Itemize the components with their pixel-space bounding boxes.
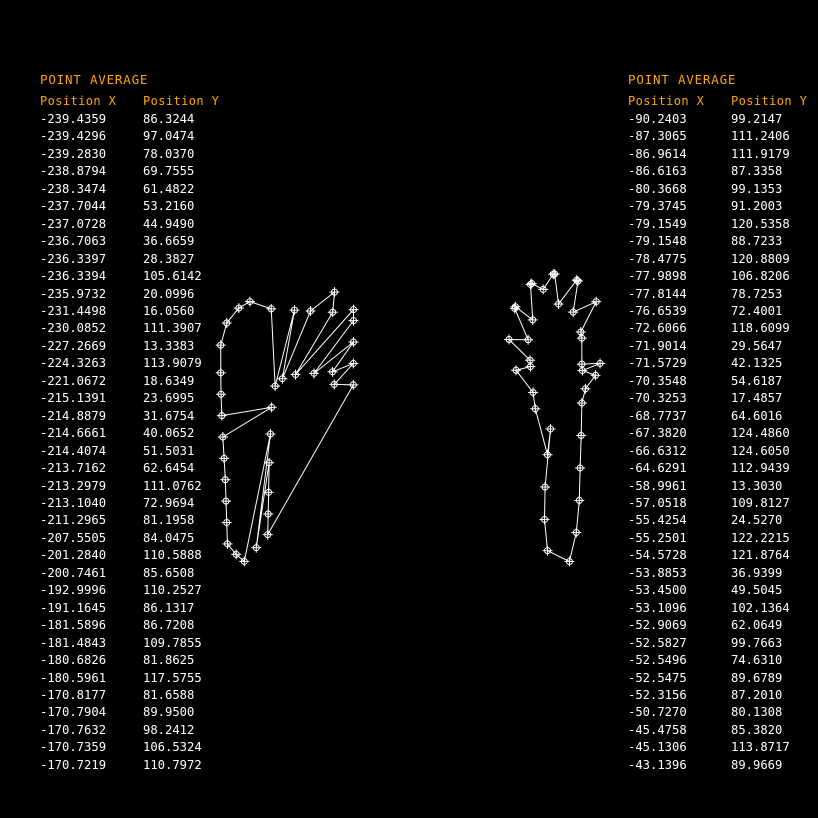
cell-position-x: -77.9898	[628, 269, 687, 284]
cell-position-x: -170.7359	[40, 740, 107, 755]
cell-position-x: -239.2830	[40, 146, 107, 161]
cell-position-x: -200.7461	[40, 565, 107, 580]
cell-position-y: 62.6454	[143, 461, 195, 476]
cell-position-y: 110.2527	[143, 583, 202, 598]
cell-position-x: -214.6661	[40, 426, 107, 441]
point-marker-icon	[595, 358, 605, 368]
cell-position-y: 36.9399	[731, 565, 783, 580]
cell-position-x: -90.2403	[628, 112, 687, 126]
cell-position-y: 86.3244	[143, 112, 195, 126]
cell-position-x: -180.5961	[40, 670, 107, 685]
cell-position-x: -236.3397	[40, 251, 107, 266]
point-marker-icon	[568, 307, 578, 317]
cell-position-y: 120.5358	[731, 216, 790, 231]
cell-position-x: -77.8144	[628, 286, 687, 301]
cell-position-x: -215.1391	[40, 391, 107, 406]
point-marker-icon	[525, 362, 535, 372]
cell-position-y: 124.6050	[731, 443, 790, 458]
table-row	[628, 146, 818, 163]
cell-position-y: 87.3358	[731, 164, 783, 179]
cell-position-y: 88.7233	[731, 234, 783, 249]
table-row	[628, 181, 818, 198]
cell-position-y: 16.0560	[143, 303, 195, 318]
table-row	[40, 111, 243, 128]
point-marker-icon	[219, 453, 229, 463]
table-row	[628, 582, 818, 599]
cell-position-y: 99.2147	[731, 112, 783, 126]
cell-position-x: -71.5729	[628, 356, 687, 371]
cell-position-y: 80.1308	[731, 705, 783, 720]
point-marker-icon	[216, 389, 226, 399]
scatter-plot	[200, 250, 620, 580]
cell-position-y: 13.3030	[731, 478, 783, 493]
cell-position-x: -72.6066	[628, 321, 687, 336]
cell-position-x: -236.7063	[40, 234, 107, 249]
point-marker-icon	[216, 340, 226, 350]
cell-position-x: -86.6163	[628, 164, 687, 179]
table-row	[628, 739, 818, 756]
table-row	[40, 670, 243, 687]
cell-position-x: -170.7219	[40, 757, 107, 772]
point-marker-icon	[528, 387, 538, 397]
table-row	[628, 530, 818, 547]
table-row	[40, 704, 243, 721]
cell-position-x: -76.6539	[628, 303, 687, 318]
cell-position-y: 17.4857	[731, 391, 783, 406]
cell-position-x: -55.2501	[628, 530, 687, 545]
table-row	[628, 355, 818, 372]
cell-position-y: 102.1364	[731, 600, 790, 615]
table-row	[40, 617, 243, 634]
point-marker-icon	[270, 381, 280, 391]
cell-position-y: 69.7555	[143, 164, 195, 179]
point-marker-icon	[221, 496, 231, 506]
cell-position-y: 99.7663	[731, 635, 783, 650]
point-marker-icon	[591, 370, 601, 380]
table-row	[628, 163, 818, 180]
right-column-header-y: Position Y	[731, 94, 808, 108]
cell-position-x: -50.7270	[628, 705, 687, 720]
cell-position-y: 85.3820	[731, 722, 783, 737]
cell-position-y: 78.7253	[731, 286, 783, 301]
cell-position-y: 109.8127	[731, 495, 790, 510]
cell-position-y: 49.5045	[731, 583, 783, 598]
cell-position-y: 18.6349	[143, 373, 195, 388]
cell-position-x: -57.0518	[628, 495, 687, 510]
cell-position-x: -230.0852	[40, 321, 107, 336]
cell-position-x: -52.3156	[628, 687, 687, 702]
cell-position-y: 106.8206	[731, 269, 790, 284]
table-row	[628, 635, 818, 652]
point-marker-icon	[546, 424, 556, 434]
cell-position-x: -170.7904	[40, 705, 107, 720]
cell-position-x: -238.8794	[40, 164, 107, 179]
table-row	[628, 233, 818, 250]
table-row	[628, 390, 818, 407]
cell-position-y: 81.6588	[143, 687, 195, 702]
point-marker-icon	[263, 509, 273, 519]
cell-position-x: -80.3668	[628, 181, 687, 196]
table-row	[40, 146, 243, 163]
cell-position-x: -192.9996	[40, 583, 107, 598]
table-row	[628, 687, 818, 704]
cell-position-x: -53.8853	[628, 565, 687, 580]
cell-position-x: -237.7044	[40, 199, 107, 214]
cell-position-y: 84.0475	[143, 530, 195, 545]
cell-position-x: -213.1040	[40, 495, 107, 510]
table-row	[628, 512, 818, 529]
table-row	[628, 373, 818, 390]
point-marker-icon	[530, 404, 540, 414]
cell-position-x: -45.4758	[628, 722, 687, 737]
cell-position-y: 53.2160	[143, 199, 195, 214]
cell-position-y: 61.4822	[143, 181, 195, 196]
table-row	[40, 216, 243, 233]
cell-position-x: -211.2965	[40, 513, 107, 528]
cell-position-y: 86.1317	[143, 600, 195, 615]
point-marker-icon	[218, 432, 228, 442]
point-marker-icon	[576, 431, 586, 441]
cell-position-x: -86.9614	[628, 146, 687, 161]
point-marker-icon	[539, 514, 549, 524]
point-marker-icon	[265, 429, 275, 439]
point-marker-icon	[348, 380, 358, 390]
table-row	[40, 582, 243, 599]
point-marker-icon	[564, 556, 574, 566]
table-row	[628, 425, 818, 442]
cell-position-x: -214.4074	[40, 443, 107, 458]
cell-position-y: 20.0996	[143, 286, 195, 301]
cell-position-x: -67.3820	[628, 426, 687, 441]
table-row	[628, 704, 818, 721]
point-marker-icon	[542, 450, 552, 460]
table-row	[628, 547, 818, 564]
cell-position-y: 121.8764	[731, 548, 790, 563]
series-left-shape	[216, 287, 359, 566]
cell-position-x: -237.0728	[40, 216, 107, 231]
cell-position-y: 110.7972	[143, 757, 202, 772]
cell-position-x: -70.3548	[628, 373, 687, 388]
point-marker-icon	[574, 495, 584, 505]
cell-position-y: 13.3383	[143, 338, 195, 353]
table-row	[628, 722, 818, 739]
table-row	[40, 722, 243, 739]
point-marker-icon	[348, 337, 358, 347]
cell-position-y: 31.6754	[143, 408, 195, 423]
cell-position-x: -43.1396	[628, 757, 687, 772]
table-row	[628, 495, 818, 512]
table-row	[628, 216, 818, 233]
point-marker-icon	[220, 475, 230, 485]
table-row	[40, 600, 243, 617]
table-row	[628, 565, 818, 582]
point-marker-icon	[580, 384, 590, 394]
point-marker-icon	[263, 530, 273, 540]
right-column-headers	[628, 94, 818, 108]
cell-position-y: 87.2010	[731, 687, 783, 702]
point-marker-icon	[554, 299, 564, 309]
point-marker-icon	[575, 463, 585, 473]
cell-position-y: 51.5031	[143, 443, 195, 458]
table-row	[628, 286, 818, 303]
cell-position-x: -213.7162	[40, 461, 107, 476]
table-row	[628, 408, 818, 425]
cell-position-y: 110.5888	[143, 548, 202, 563]
table-row	[628, 268, 818, 285]
table-row	[40, 635, 243, 652]
table-row	[628, 251, 818, 268]
table-row	[628, 338, 818, 355]
cell-position-y: 28.3827	[143, 251, 195, 266]
cell-position-y: 62.0649	[731, 618, 783, 633]
cell-position-y: 99.1353	[731, 181, 783, 196]
cell-position-y: 106.5324	[143, 740, 202, 755]
right-column-header-x: Position X	[628, 94, 705, 108]
cell-position-x: -66.6312	[628, 443, 687, 458]
cell-position-y: 105.6142	[143, 269, 202, 284]
cell-position-x: -53.1096	[628, 600, 687, 615]
cell-position-y: 29.5647	[731, 338, 783, 353]
cell-position-x: -71.9014	[628, 338, 687, 353]
cell-position-y: 113.9079	[143, 356, 202, 371]
cell-position-x: -191.1645	[40, 600, 107, 615]
point-marker-icon	[234, 303, 244, 313]
cell-position-y: 91.2003	[731, 199, 783, 214]
series-outline	[509, 274, 600, 562]
cell-position-x: -201.2840	[40, 548, 107, 563]
table-row	[40, 687, 243, 704]
point-marker-icon	[217, 411, 227, 421]
cell-position-y: 112.9439	[731, 461, 790, 476]
table-row	[628, 652, 818, 669]
cell-position-x: -181.5896	[40, 618, 107, 633]
cell-position-x: -79.1548	[628, 234, 687, 249]
cell-position-y: 23.6995	[143, 391, 195, 406]
point-marker-icon	[251, 543, 261, 553]
table-row	[40, 233, 243, 250]
point-marker-icon	[328, 307, 338, 317]
point-marker-icon	[277, 374, 287, 384]
cell-position-x: -87.3065	[628, 129, 687, 144]
cell-position-x: -54.5728	[628, 548, 687, 563]
table-row	[628, 111, 818, 128]
right-panel-title: POINT AVERAGE	[628, 72, 737, 87]
cell-position-x: -58.9961	[628, 478, 687, 493]
cell-position-y: 78.0370	[143, 146, 195, 161]
cell-position-y: 122.2215	[731, 530, 790, 545]
plot-svg	[200, 250, 620, 580]
cell-position-y: 113.8717	[731, 740, 790, 755]
cell-position-y: 111.3907	[143, 321, 202, 336]
cell-position-y: 81.1958	[143, 513, 195, 528]
cell-position-x: -238.3474	[40, 181, 107, 196]
table-row	[628, 198, 818, 215]
left-column-header-y: Position Y	[143, 94, 220, 108]
table-row	[628, 128, 818, 145]
cell-position-y: 81.8625	[143, 653, 195, 668]
table-row	[628, 670, 818, 687]
point-marker-icon	[577, 398, 587, 408]
cell-position-y: 117.5755	[143, 670, 202, 685]
point-marker-icon	[289, 305, 299, 315]
point-marker-icon	[528, 315, 538, 325]
table-row	[40, 739, 243, 756]
cell-position-y: 109.7855	[143, 635, 202, 650]
table-row	[40, 163, 243, 180]
cell-position-x: -170.7632	[40, 722, 107, 737]
cell-position-y: 54.6187	[731, 373, 783, 388]
cell-position-y: 98.2412	[143, 722, 195, 737]
cell-position-y: 64.6016	[731, 408, 783, 423]
cell-position-x: -52.5496	[628, 653, 687, 668]
point-marker-icon	[543, 546, 553, 556]
cell-position-x: -52.5827	[628, 635, 687, 650]
point-marker-icon	[511, 365, 521, 375]
point-marker-icon	[577, 366, 587, 376]
point-marker-icon	[329, 287, 339, 297]
right-data-panel	[628, 72, 818, 774]
table-row	[40, 757, 243, 774]
cell-position-x: -235.9732	[40, 286, 107, 301]
cell-position-x: -224.3263	[40, 356, 107, 371]
cell-position-y: 120.8809	[731, 251, 790, 266]
table-row	[628, 320, 818, 337]
cell-position-x: -214.8879	[40, 408, 107, 423]
point-marker-icon	[266, 304, 276, 314]
cell-position-x: -52.9069	[628, 618, 687, 633]
cell-position-y: 72.9694	[143, 495, 195, 510]
point-marker-icon	[577, 333, 587, 343]
point-marker-icon	[222, 518, 232, 528]
left-column-header-x: Position X	[40, 94, 117, 108]
cell-position-y: 36.6659	[143, 234, 195, 249]
cell-position-x: -64.6291	[628, 461, 687, 476]
cell-position-y: 111.9179	[731, 146, 790, 161]
cell-position-x: -213.2979	[40, 478, 107, 493]
cell-position-y: 72.4001	[731, 303, 783, 318]
cell-position-y: 97.0474	[143, 129, 195, 144]
cell-position-y: 89.6789	[731, 670, 783, 685]
cell-position-y: 86.7208	[143, 618, 195, 633]
table-row	[40, 652, 243, 669]
point-marker-icon	[540, 482, 550, 492]
left-panel-title: POINT AVERAGE	[40, 72, 149, 87]
point-marker-icon	[245, 297, 255, 307]
cell-position-y: 89.9500	[143, 705, 195, 720]
table-row	[40, 198, 243, 215]
point-marker-icon	[222, 318, 232, 328]
table-row	[40, 128, 243, 145]
table-row	[40, 181, 243, 198]
cell-position-y: 74.6310	[731, 653, 783, 668]
point-marker-icon	[328, 367, 338, 377]
cell-position-x: -227.2669	[40, 338, 107, 353]
cell-position-x: -221.0672	[40, 373, 107, 388]
table-row	[628, 443, 818, 460]
cell-position-x: -236.3394	[40, 269, 107, 284]
cell-position-x: -70.3253	[628, 391, 687, 406]
point-marker-icon	[216, 368, 226, 378]
cell-position-x: -52.5475	[628, 670, 687, 685]
cell-position-x: -45.1306	[628, 740, 687, 755]
table-row	[628, 600, 818, 617]
cell-position-y: 24.5270	[731, 513, 783, 528]
cell-position-y: 89.9669	[731, 757, 783, 772]
cell-position-y: 118.6099	[731, 321, 790, 336]
point-marker-icon	[591, 297, 601, 307]
cell-position-x: -170.8177	[40, 687, 107, 702]
cell-position-x: -53.4500	[628, 583, 687, 598]
cell-position-x: -239.4359	[40, 112, 107, 126]
cell-position-y: 44.9490	[143, 216, 195, 231]
point-marker-icon	[305, 306, 315, 316]
table-row	[628, 617, 818, 634]
point-marker-icon	[571, 527, 581, 537]
cell-position-x: -79.3745	[628, 199, 687, 214]
cell-position-x: -78.4775	[628, 251, 687, 266]
table-row	[628, 757, 818, 774]
cell-position-x: -68.7737	[628, 408, 687, 423]
series-outline	[221, 292, 354, 561]
cell-position-x: -55.4254	[628, 513, 687, 528]
cell-position-x: -181.4843	[40, 635, 107, 650]
cell-position-y: 85.6508	[143, 565, 195, 580]
point-marker-icon	[309, 368, 319, 378]
cell-position-y: 111.0762	[143, 478, 202, 493]
cell-position-x: -231.4498	[40, 303, 107, 318]
cell-position-y: 40.0652	[143, 426, 195, 441]
cell-position-x: -207.5505	[40, 530, 107, 545]
cell-position-x: -79.1549	[628, 216, 687, 231]
point-marker-icon	[523, 335, 533, 345]
cell-position-x: -180.6826	[40, 653, 107, 668]
table-row	[628, 303, 818, 320]
left-column-headers	[40, 94, 243, 108]
point-marker-icon	[267, 402, 277, 412]
table-row	[628, 478, 818, 495]
cell-position-y: 42.1325	[731, 356, 783, 371]
cell-position-x: -239.4296	[40, 129, 107, 144]
table-row	[628, 460, 818, 477]
cell-position-y: 124.4860	[731, 426, 790, 441]
point-marker-icon	[349, 316, 359, 326]
right-data-rows	[628, 111, 818, 774]
point-marker-icon	[538, 284, 548, 294]
series-right-shape	[504, 269, 605, 567]
cell-position-y: 111.2406	[731, 129, 790, 144]
